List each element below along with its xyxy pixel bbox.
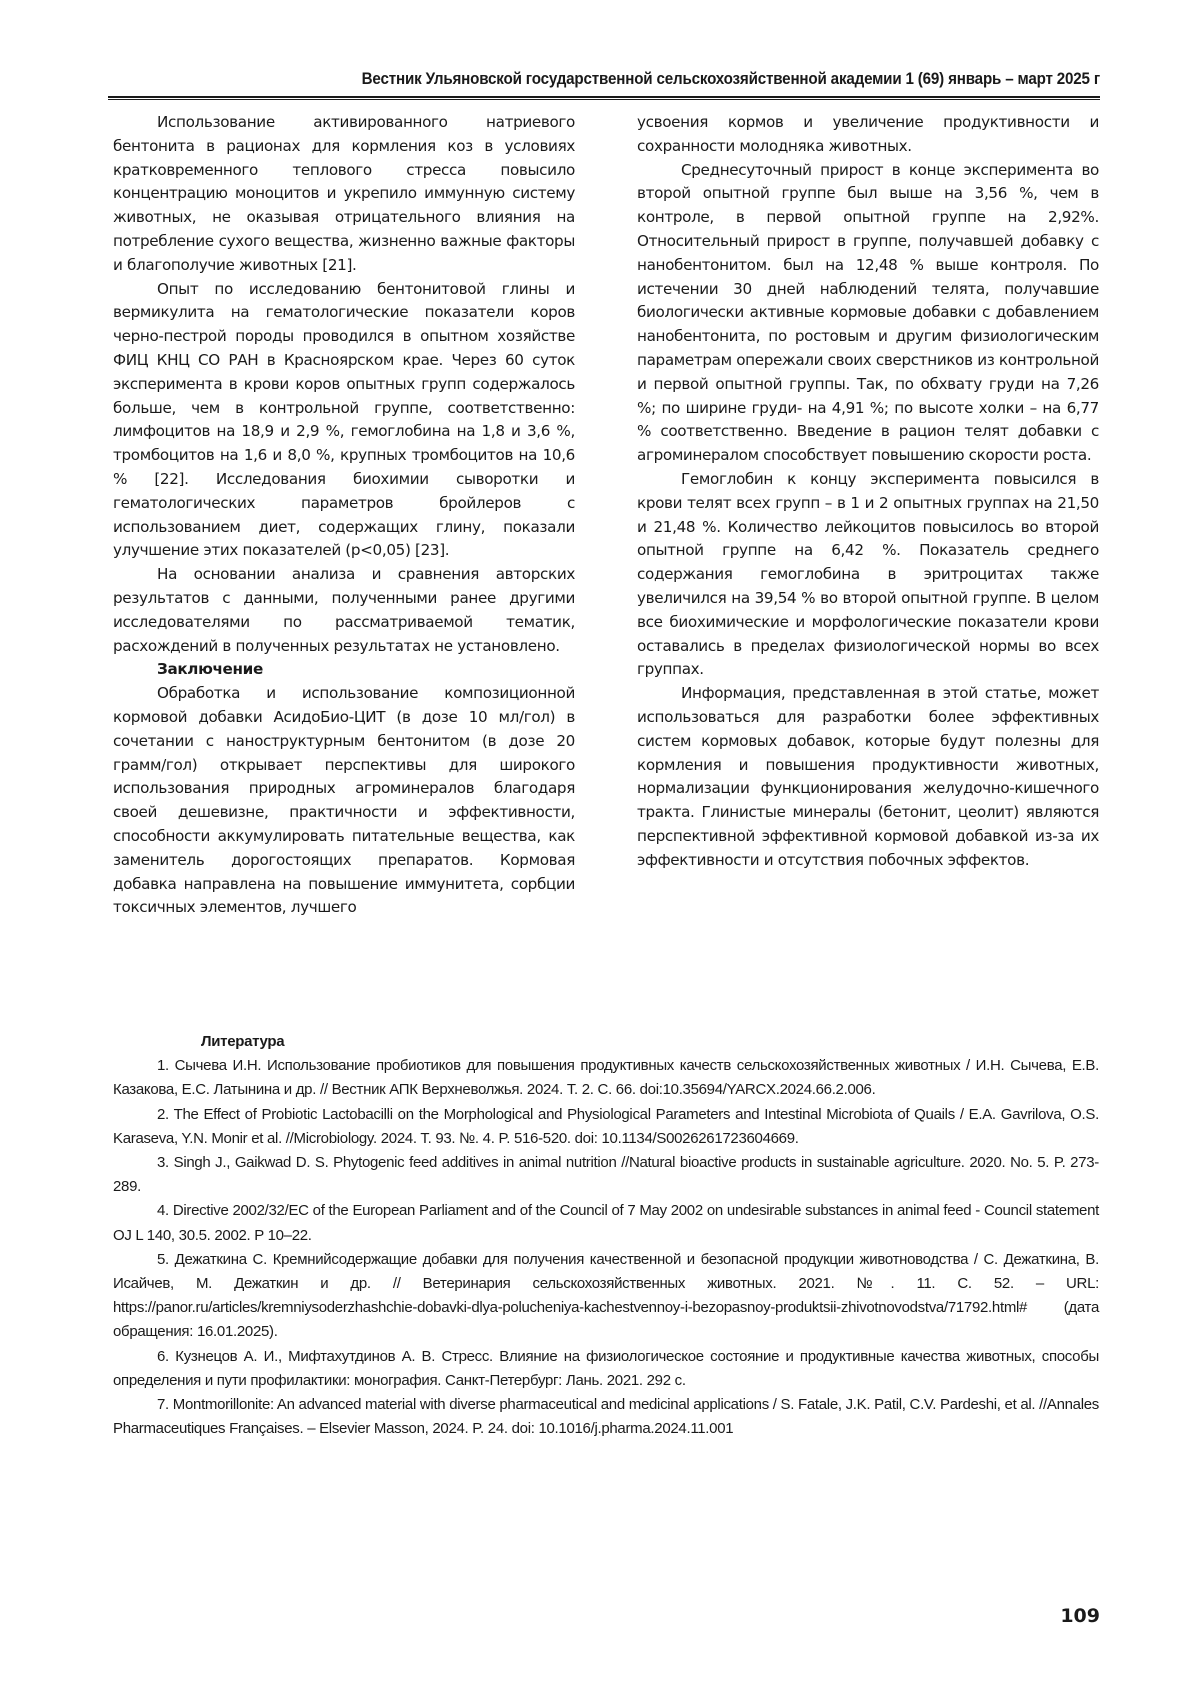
- body-paragraph: Гемоглобин к концу эксперимента повысился в крови телят всех групп – в 1 и 2 опытных группах на 21,50 и 21,48 %. Количество лейкоцитов повысилось во второй опытной группе на 6,42 %. Показатель среднего содержания гемоглобина в эритроцитах также увеличился на 39,54 % во второй опытной группе. В целом все биохимические и морфологические показатели крови оставались в пределах физиологической нормы во всех группах.: [637, 469, 1099, 679]
- reference-item: 7. Montmorillonite: An advanced material with diverse pharmaceutical and medicinal applications / S. Fatale, J.K. Patil, C.V. Pardeshi, et al. //Annales Pharmaceutiques Françaises. – Elsevier Masson, 2024. P. 24. doi: 10.1016/j.pharma.2024.11.001: [113, 1396, 1099, 1438]
- body-paragraph: Среднесуточный прирост в конце эксперимента во второй опытной группе был выше на 3,56 %, чем в контроле, в первой опытной группе на 2,92%. Относительный прирост в группе, получавшей добавку с нанобентонитом. был на 12,48 % выше контроля. По истечении 30 дней наблюдений телята, получавшие биологически активные кормовые добавки с добавлением нанобентонита, по ростовым и другим физиологическим параметрам опережали своих сверстников из контрольной и первой опытной группы. Так, по обхвату груди на 7,26 %; по ширине груди- на 4,91 %; по высоте холки – на 6,77 % соответственно. Введение в рацион телят добавки с агроминералом способствует повышению скорости роста.: [637, 160, 1099, 465]
- journal-header: Вестник Ульяновской государственной сельскохозяйственной академии 1 (69) январь – март 2025 г: [361, 70, 1100, 88]
- left-column: [113, 111, 575, 920]
- reference-item: 1. Сычева И.Н. Использование пробиотиков для повышения продуктивных качеств сельскохозяйственных животных / И.Н. Сычева, Е.В. Казакова, Е.С. Латынина и др. // Вестник АПК Верхневолжья. 2024. Т. 2. С. 66. doi:10.35694/YARCX.2024.66.2.006.: [113, 1057, 1099, 1099]
- reference-item: 3. Singh J., Gaikwad D. S. Phytogenic feed additives in animal nutrition //Natural bioactive products in sustainable agriculture. 2020. No. 5. P. 273-289.: [113, 1154, 1099, 1196]
- body-paragraph: Опыт по исследованию бентонитовой глины и вермикулита на гематологические показатели коров черно-пестрой породы проводился в опытном хозяйстве ФИЦ КНЦ СО РАН в Красноярском крае. Через 60 суток эксперимента в крови коров опытных групп содержалось больше, чем в контрольной группе, соответственно: лимфоцитов на 18,9 и 2,9 %, гемоглобина на 1,8 и 3,6 %, тромбоцитов на 1,6 и 8,0 %, крупных тромбоцитов на 10,6 % [22]. Исследования биохимии сыворотки и гематологических параметров бройлеров с использованием диет, содержащих глину, показали улучшение этих показателей (p<0,05) [23].: [113, 279, 575, 560]
- body-paragraph: Использование активированного натриевого бентонита в рационах для кормления коз в условиях кратковременного теплового стресса повысило концентрацию моноцитов и укрепило иммунную систему животных, не оказывая отрицательного влияния на потребление сухого вещества, жизненно важные факторы и благополучие животных [21].: [113, 113, 575, 274]
- conclusion-heading: Заключение: [157, 660, 263, 679]
- conclusion-paragraph: Обработка и использование композиционной кормовой добавки АсидоБио-ЦИТ (в дозе 10 мл/гол) в сочетании с наноструктурным бентонитом (в дозе 20 грамм/гол) открывает перспективы для широкого использования природных агроминералов благодаря своей дешевизне, практичности и эффективности, способности аккумулировать питательные вещества, как заменитель дорогостоящих препаратов. Кормовая добавка направлена на повышение иммунитета, сорбции токсичных элементов, лучшего: [113, 684, 575, 917]
- reference-item: 5. Дежаткина С. Кремнийсодержащие добавки для получения качественной и безопасной продукции животноводства / С. Дежаткина, В. Исайчев, М. Дежаткин и др. // Ветеринария сельскохозяйственных животных. 2021. №. 11. С. 52. – URL: https://panor.ru/articles/kremniysoderzhashchie-dobavki-dlya-polucheniya-kachestvennoy-i-bezopasnoy-produktsii-zhivotnovodstva/71792.html# (дата обращения: 16.01.2025).: [113, 1250, 1099, 1341]
- right-column: [637, 111, 1099, 873]
- references-title: Литература: [201, 1033, 285, 1050]
- page-number: 109: [1060, 1605, 1100, 1627]
- body-paragraph: Информация, представленная в этой статье, может использоваться для разработки более эффективных систем кормовых добавок, которые будут полезны для кормления и повышения продуктивности животных, нормализации функционирования желудочно-кишечного тракта. Глинистые минералы (бетонит, цеолит) являются перспективной эффективной кормовой добавкой из-за их эффективности и отсутствия побочных эффектов.: [637, 684, 1099, 869]
- references-section: [113, 1030, 1099, 1441]
- reference-item: 6. Кузнецов А. И., Мифтахутдинов А. В. Стресс. Влияние на физиологическое состояние и продуктивные качества животных, способы определения и пути профилактики: монография. Санкт-Петербург: Лань. 2021. 292 с.: [113, 1347, 1099, 1389]
- body-paragraph: На основании анализа и сравнения авторских результатов с данными, полученными ранее другими исследователями по рассматриваемой тематик, расхождений в полученных результатах не установлено.: [113, 565, 575, 655]
- body-paragraph-continuation: усвоения кормов и увеличение продуктивности и сохранности молодняка животных.: [637, 113, 1099, 155]
- header-divider: [108, 96, 1100, 100]
- reference-item: 4. Directive 2002/32/EC of the European Parliament and of the Council of 7 May 2002 on undesirable substances in animal feed - Council statement OJ L 140, 30.5. 2002. P 10–22.: [113, 1202, 1099, 1244]
- reference-item: 2. The Effect of Probiotic Lactobacilli on the Morphological and Physiological Parameters and Intestinal Microbiota of Quails / E.A. Gavrilova, O.S. Karaseva, Y.N. Monir et al. //Microbiology. 2024. T. 93. №. 4. P. 516-520. doi: 10.1134/S0026261723604669.: [113, 1105, 1099, 1147]
